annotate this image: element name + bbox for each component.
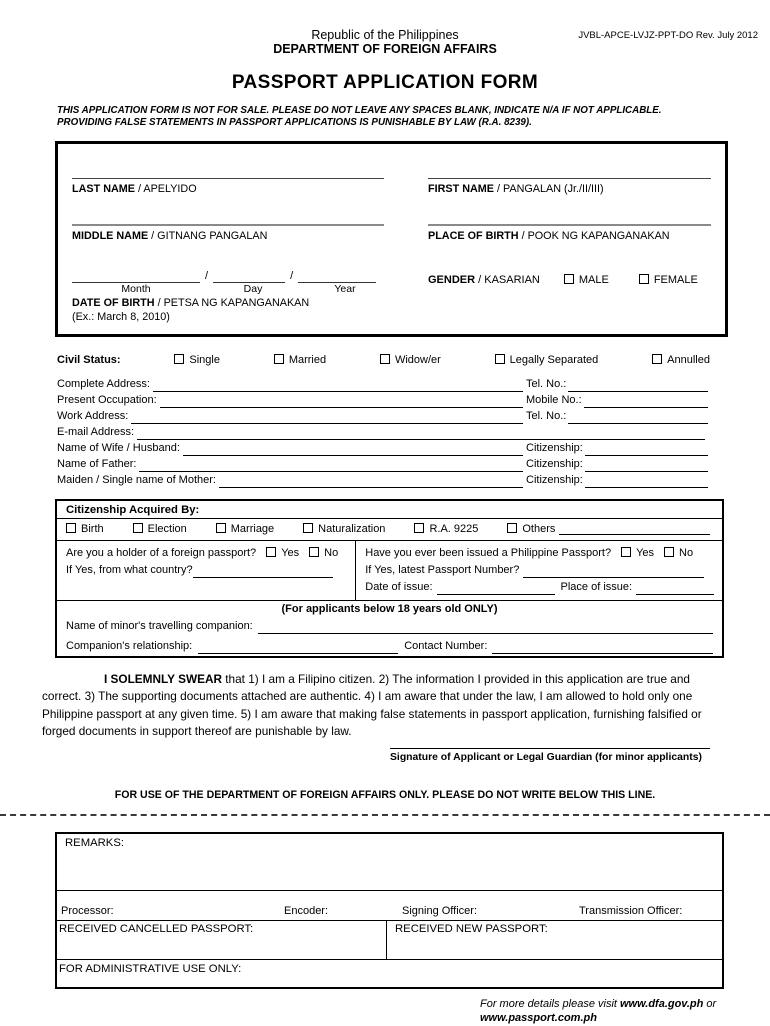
work-tel-no-field[interactable] bbox=[568, 413, 708, 424]
companion-relationship-row bbox=[57, 636, 722, 654]
father-citizenship-label: Citizenship: bbox=[526, 458, 583, 470]
citizenship-marriage-option[interactable]: Marriage bbox=[216, 523, 274, 535]
admin-use-cell[interactable] bbox=[57, 960, 722, 987]
civil-married-option[interactable]: Married bbox=[274, 354, 326, 366]
date-of-birth-label: DATE OF BIRTH / PETSA NG KAPANGANAKAN bbox=[72, 297, 310, 309]
ph-passport-no[interactable]: No bbox=[664, 545, 693, 561]
checkbox-marriage-icon[interactable] bbox=[216, 523, 226, 533]
gender-female-option[interactable] bbox=[639, 274, 698, 286]
email-address-row bbox=[57, 424, 708, 440]
mobile-no-label: Mobile No.: bbox=[526, 394, 582, 406]
philippine-passport-cell bbox=[356, 541, 722, 600]
mother-citizenship-label: Citizenship: bbox=[526, 474, 583, 486]
tel-no-label: Tel. No.: bbox=[526, 378, 567, 390]
citizenship-others-option[interactable]: Others bbox=[507, 523, 555, 535]
foreign-country-field[interactable] bbox=[193, 567, 333, 578]
tel-no-field[interactable] bbox=[568, 381, 708, 392]
minor-companion-row bbox=[57, 616, 722, 634]
contact-number-label: Contact Number: bbox=[404, 640, 488, 652]
department-line: DEPARTMENT OF FOREIGN AFFAIRS bbox=[273, 42, 497, 56]
page-title: PASSPORT APPLICATION FORM bbox=[231, 72, 539, 93]
received-cancelled-cell[interactable] bbox=[57, 921, 387, 959]
spouse-citizenship-label: Citizenship: bbox=[526, 442, 583, 454]
complete-address-row bbox=[57, 376, 708, 392]
processor-label: Processor: bbox=[61, 904, 114, 917]
minor-companion-field[interactable] bbox=[258, 623, 713, 634]
checkbox-single-icon[interactable] bbox=[174, 354, 184, 364]
date-of-birth-cell bbox=[72, 243, 384, 324]
footer-dfa-url: www.dfa.gov.ph bbox=[620, 997, 704, 1010]
checkbox-naturalization-icon[interactable] bbox=[303, 523, 313, 533]
remarks-cell[interactable] bbox=[57, 834, 722, 891]
citizenship-election-option[interactable]: Election bbox=[133, 523, 187, 535]
foreign-passport-yes[interactable]: Yes bbox=[266, 545, 299, 561]
complete-address-label: Complete Address: bbox=[57, 378, 150, 390]
transmission-officer-label: Transmission Officer: bbox=[579, 904, 683, 917]
admin-use-label: FOR ADMINISTRATIVE USE ONLY: bbox=[59, 962, 242, 975]
mother-name-field[interactable] bbox=[219, 477, 523, 488]
work-address-field[interactable] bbox=[131, 413, 523, 424]
checkbox-married-icon[interactable] bbox=[274, 354, 284, 364]
dob-year-label: Year bbox=[334, 283, 356, 295]
footer-or: or bbox=[703, 997, 717, 1010]
citizenship-others-field[interactable] bbox=[559, 524, 710, 535]
father-name-row bbox=[57, 456, 708, 472]
checkbox-election-icon[interactable] bbox=[133, 523, 143, 533]
spouse-name-field[interactable] bbox=[183, 445, 523, 456]
present-occupation-field[interactable] bbox=[160, 397, 523, 408]
ph-passport-yes[interactable]: Yes bbox=[621, 545, 654, 561]
citizenship-box bbox=[55, 499, 724, 658]
place-of-issue-field[interactable] bbox=[636, 584, 714, 595]
oath-bold: I SOLEMNLY SWEAR bbox=[104, 672, 222, 686]
dob-day-label: Day bbox=[243, 283, 263, 295]
ph-passport-number-label: If Yes, latest Passport Number? bbox=[365, 564, 520, 576]
footer-passport-url: www.passport.com.ph bbox=[480, 1012, 597, 1025]
ph-passport-number-field[interactable] bbox=[523, 567, 704, 578]
first-name-cell bbox=[428, 152, 711, 196]
date-of-issue-label: Date of issue: bbox=[365, 581, 433, 593]
contact-number-field[interactable] bbox=[492, 643, 713, 654]
remarks-label: REMARKS: bbox=[65, 836, 125, 849]
dob-month-label: Month bbox=[121, 283, 151, 295]
dob-slash: / bbox=[290, 270, 294, 282]
oath-paragraph bbox=[42, 671, 732, 741]
middle-name-label: MIDDLE NAME / GITNANG PANGALAN bbox=[72, 230, 268, 242]
gender-label: GENDER / KASARIAN bbox=[428, 274, 540, 286]
male-label: MALE bbox=[578, 274, 609, 286]
minor-companion-label: Name of minor's travelling companion: bbox=[66, 620, 253, 632]
last-name-label: LAST NAME / APELYIDO bbox=[72, 183, 197, 195]
received-cancelled-label: RECEIVED CANCELLED PASSPORT: bbox=[59, 922, 254, 935]
dob-day-line[interactable] bbox=[213, 271, 285, 283]
spouse-name-label: Name of Wife / Husband: bbox=[57, 442, 180, 454]
first-name-label: FIRST NAME / PANGALAN (Jr./II/III) bbox=[428, 183, 604, 195]
republic-line: Republic of the Philippines bbox=[311, 28, 459, 42]
present-occupation-label: Present Occupation: bbox=[57, 394, 157, 406]
gender-cell bbox=[428, 243, 711, 324]
dfa-table bbox=[55, 832, 724, 989]
place-of-issue-label: Place of issue: bbox=[560, 581, 633, 593]
dob-year-line[interactable] bbox=[298, 271, 376, 283]
civil-widower-option[interactable]: Widow/er bbox=[380, 354, 441, 366]
email-address-field[interactable] bbox=[137, 429, 705, 440]
place-of-birth-label: PLACE OF BIRTH / POOK NG KAPANGANAKAN bbox=[428, 230, 670, 242]
citizenship-ra9225-option[interactable]: R.A. 9225 bbox=[414, 523, 478, 535]
civil-legally-separated-option[interactable]: Legally Separated bbox=[495, 354, 599, 366]
spouse-citizenship-field[interactable] bbox=[585, 445, 708, 456]
gender-male-option[interactable] bbox=[564, 274, 609, 286]
complete-address-field[interactable] bbox=[153, 381, 523, 392]
checkbox-ph-no-icon[interactable] bbox=[664, 547, 674, 557]
oath-text: that 1) I am a Filipino citizen. 2) The information I provided in this application are true and correct. 3) The supporting documents attached are authentic. 4) I am aware that under the law, I am allowed to hold only one Philippine passport at any given time. 5) I am aware that making false statements in passport application, furnishing falsified or forged documents in support thereof are punishable by law. bbox=[42, 672, 702, 739]
dob-sublabels bbox=[72, 283, 384, 296]
encoder-label: Encoder: bbox=[284, 904, 329, 917]
footer-note bbox=[480, 997, 725, 1026]
work-address-label: Work Address: bbox=[57, 410, 129, 422]
signature-label: Signature of Applicant or Legal Guardian (for minor applicants) bbox=[390, 751, 702, 763]
checkbox-legally-separated-icon[interactable] bbox=[495, 354, 505, 364]
foreign-passport-question: Are you a holder of a foreign passport? bbox=[66, 547, 257, 559]
date-of-birth-write-lines bbox=[72, 270, 384, 283]
email-address-label: E-mail Address: bbox=[57, 426, 135, 438]
foreign-passport-no[interactable]: No bbox=[309, 545, 338, 561]
dob-slash: / bbox=[205, 270, 209, 282]
companion-relationship-field[interactable] bbox=[198, 643, 398, 654]
work-address-row bbox=[57, 408, 708, 424]
personal-info-box bbox=[55, 141, 728, 337]
place-of-birth-write-line[interactable] bbox=[428, 196, 711, 226]
passport-questions-row bbox=[57, 541, 722, 601]
received-row bbox=[57, 921, 722, 960]
checkbox-widower-icon[interactable] bbox=[380, 354, 390, 364]
dfa-only-header: FOR USE OF THE DEPARTMENT OF FOREIGN AFFAIRS ONLY. PLEASE DO NOT WRITE BELOW THIS LINE. bbox=[114, 788, 656, 801]
citizenship-header: Citizenship Acquired By: bbox=[57, 501, 722, 519]
checkbox-male-icon[interactable] bbox=[564, 274, 574, 284]
footer-text: For more details please visit bbox=[480, 997, 620, 1010]
first-name-write-line[interactable] bbox=[428, 152, 711, 179]
last-name-cell bbox=[72, 152, 384, 196]
dob-example: (Ex.: March 8, 2010) bbox=[72, 311, 170, 323]
form-code: JVBL-APCE-LVJZ-PPT-DO Rev. July 2012 bbox=[578, 30, 758, 41]
civil-annulled-option[interactable]: Annulled bbox=[652, 354, 710, 366]
father-citizenship-field[interactable] bbox=[585, 461, 708, 472]
middle-name-write-line[interactable] bbox=[72, 196, 384, 226]
checkbox-annulled-icon[interactable] bbox=[652, 354, 662, 364]
checkbox-female-icon[interactable] bbox=[639, 274, 649, 284]
checkbox-others-icon[interactable] bbox=[507, 523, 517, 533]
signing-officer-label: Signing Officer: bbox=[402, 904, 478, 917]
date-of-issue-field[interactable] bbox=[437, 584, 555, 595]
notice-text: THIS APPLICATION FORM IS NOT FOR SALE. PLEASE DO NOT LEAVE ANY SPACES BLANK, INDICATE N/A IF NOT APPLICABLE. PROVIDING FALSE STATEMENTS IN PASSPORT APPLICATIONS IS PUNISHABLE BY LAW (R.A. 8239). bbox=[57, 105, 662, 128]
civil-status-row bbox=[57, 354, 710, 366]
civil-single-option[interactable]: Single bbox=[174, 354, 220, 366]
mother-name-row bbox=[57, 472, 708, 488]
mobile-no-field[interactable] bbox=[584, 397, 708, 408]
work-tel-no-label: Tel. No.: bbox=[526, 410, 567, 422]
foreign-country-label: If Yes, from what country? bbox=[66, 564, 193, 576]
cut-line-divider bbox=[0, 814, 770, 816]
checkbox-ph-yes-icon[interactable] bbox=[621, 547, 631, 557]
signature-block bbox=[390, 748, 710, 765]
ph-passport-question: Have you ever been issued a Philippine Passport? bbox=[365, 547, 612, 559]
place-of-birth-cell bbox=[428, 196, 711, 243]
mother-name-label: Maiden / Single name of Mother: bbox=[57, 474, 216, 486]
spouse-name-row bbox=[57, 440, 708, 456]
father-name-label: Name of Father: bbox=[57, 458, 137, 470]
minors-section-header: (For applicants below 18 years old ONLY) bbox=[281, 603, 498, 615]
father-name-field[interactable] bbox=[139, 461, 523, 472]
dob-month-line[interactable] bbox=[72, 271, 200, 283]
citizenship-options-row bbox=[57, 519, 722, 541]
citizenship-naturalization-option[interactable]: Naturalization bbox=[303, 523, 385, 535]
foreign-passport-cell bbox=[57, 541, 356, 600]
mother-citizenship-field[interactable] bbox=[585, 477, 708, 488]
checkbox-foreign-no-icon[interactable] bbox=[309, 547, 319, 557]
form-header bbox=[0, 0, 770, 57]
present-occupation-row bbox=[57, 392, 708, 408]
checkbox-foreign-yes-icon[interactable] bbox=[266, 547, 276, 557]
checkbox-birth-icon[interactable] bbox=[66, 523, 76, 533]
received-new-cell[interactable] bbox=[387, 921, 722, 959]
last-name-write-line[interactable] bbox=[72, 152, 384, 179]
companion-relationship-label: Companion's relationship: bbox=[66, 640, 193, 652]
received-new-label: RECEIVED NEW PASSPORT: bbox=[395, 922, 548, 935]
middle-name-cell bbox=[72, 196, 384, 243]
female-label: FEMALE bbox=[653, 274, 698, 286]
civil-status-label: Civil Status: bbox=[57, 354, 121, 366]
citizenship-birth-option[interactable]: Birth bbox=[66, 523, 104, 535]
checkbox-ra9225-icon[interactable] bbox=[414, 523, 424, 533]
contact-section bbox=[57, 376, 708, 488]
officers-row bbox=[57, 891, 722, 921]
